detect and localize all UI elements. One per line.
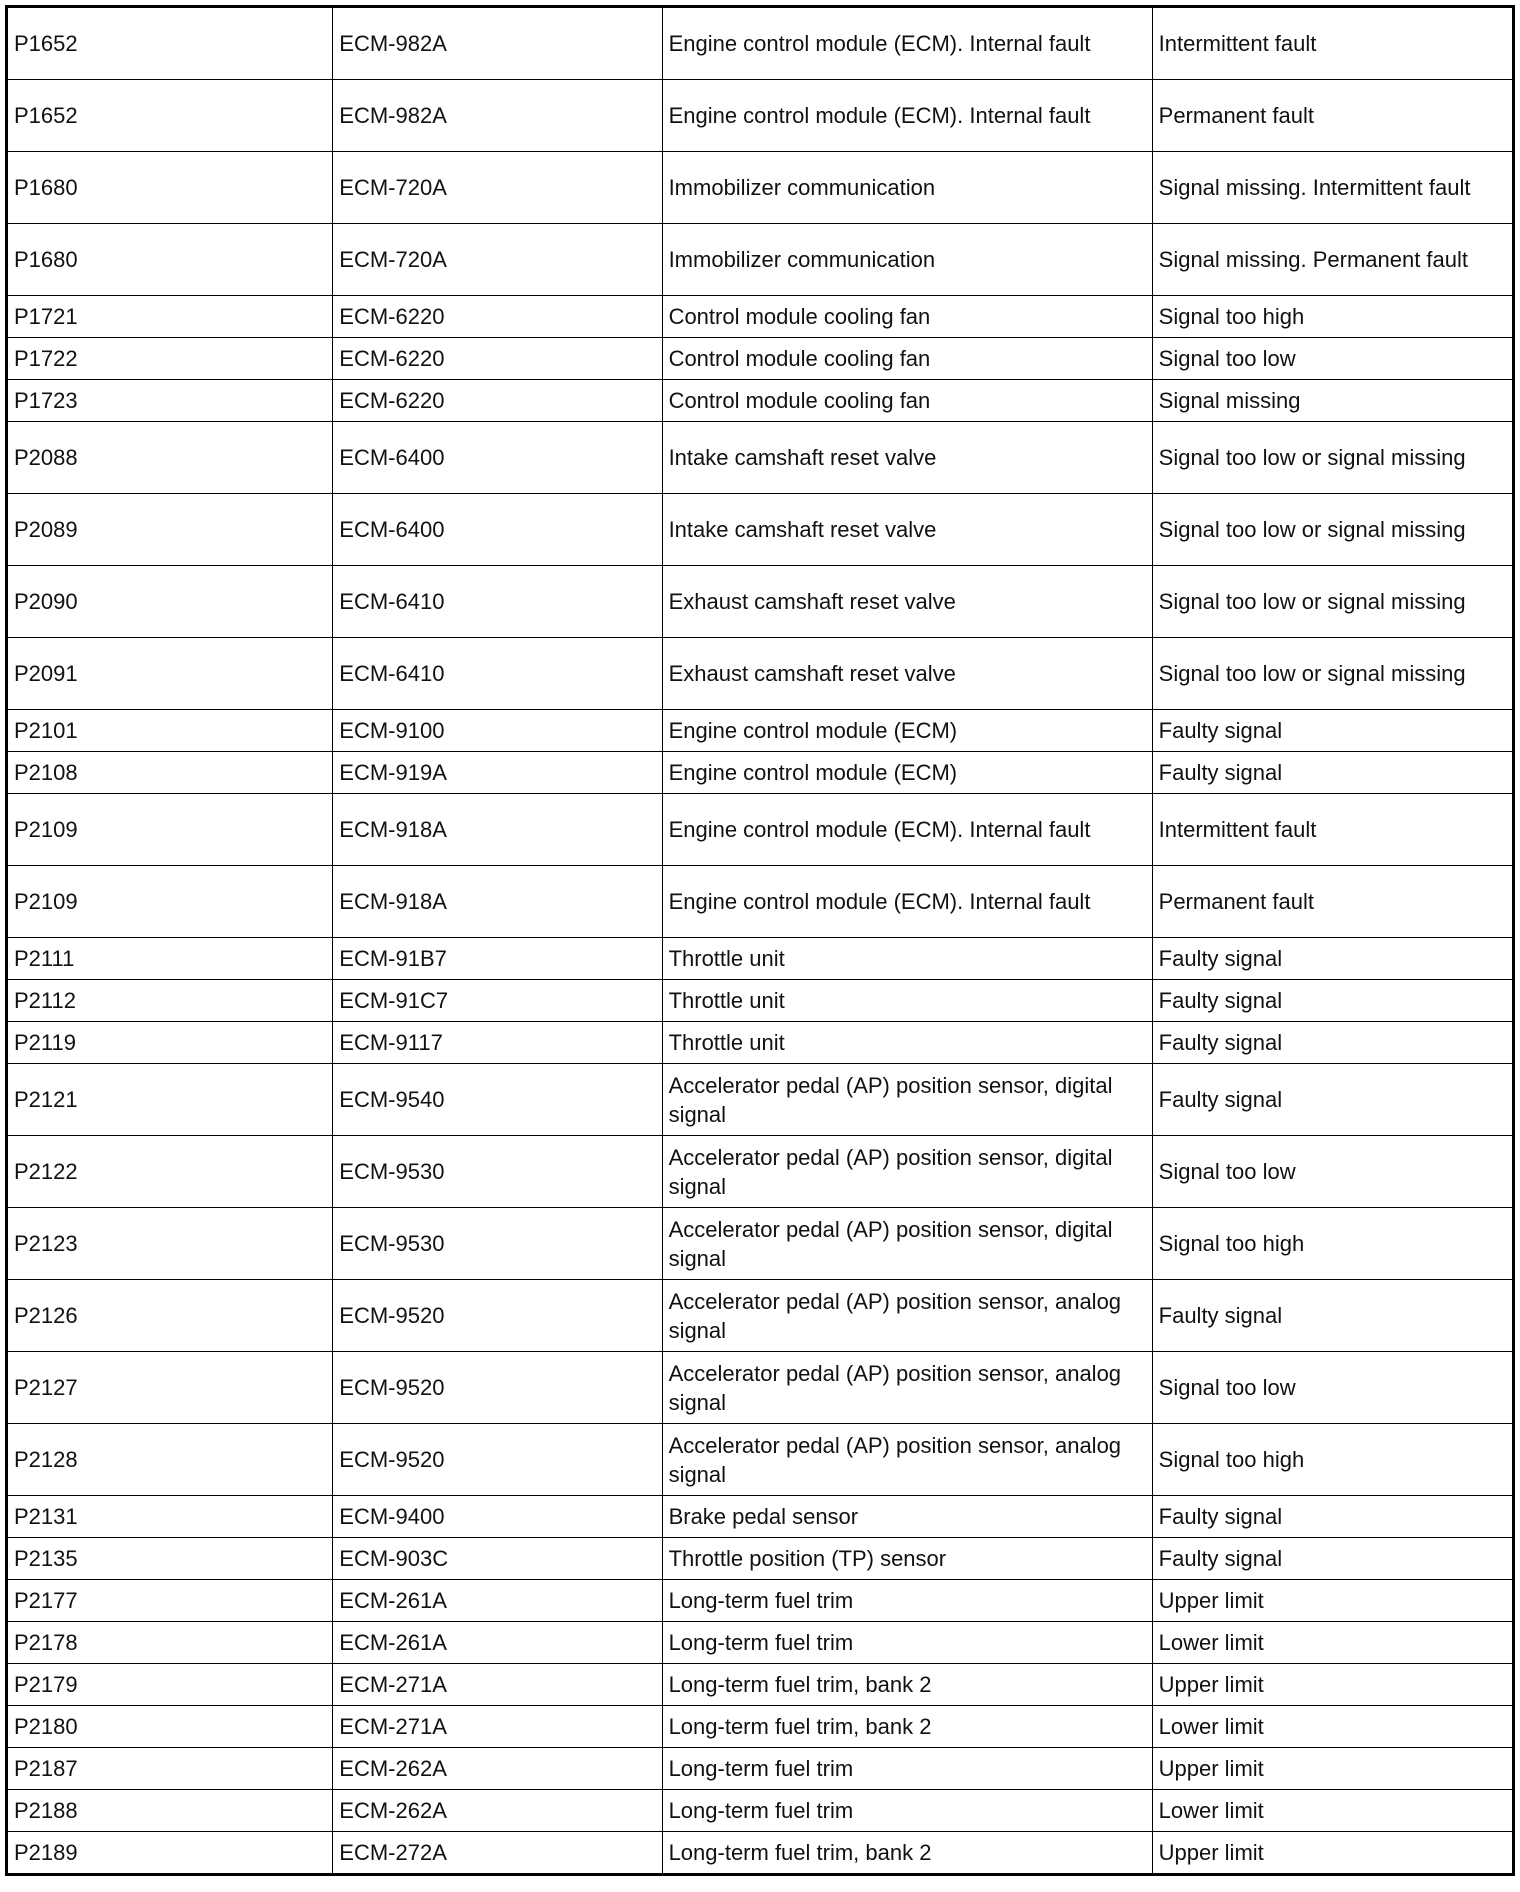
component-cell: Accelerator pedal (AP) position sensor, analog signal <box>662 1280 1152 1352</box>
fault-type-cell: Signal missing. Intermittent fault <box>1152 152 1513 224</box>
table-row <box>7 710 1514 752</box>
dtc-code-cell: P2111 <box>7 938 333 980</box>
fault-type-cell: Faulty signal <box>1152 980 1513 1022</box>
dtc-code-cell: P2112 <box>7 980 333 1022</box>
table-row <box>7 980 1514 1022</box>
dtc-code-cell: P2131 <box>7 1496 333 1538</box>
table-row <box>7 494 1514 566</box>
dtc-code-cell: P1680 <box>7 152 333 224</box>
component-cell: Accelerator pedal (AP) position sensor, analog signal <box>662 1352 1152 1424</box>
ecm-code-cell: ECM-6410 <box>333 638 662 710</box>
fault-type-cell: Signal too low or signal missing <box>1152 422 1513 494</box>
ecm-code-cell: ECM-262A <box>333 1790 662 1832</box>
fault-type-cell: Lower limit <box>1152 1790 1513 1832</box>
ecm-code-cell: ECM-261A <box>333 1580 662 1622</box>
component-cell: Accelerator pedal (AP) position sensor, digital signal <box>662 1064 1152 1136</box>
component-cell: Immobilizer communication <box>662 224 1152 296</box>
table-row <box>7 1580 1514 1622</box>
fault-type-cell: Upper limit <box>1152 1580 1513 1622</box>
ecm-code-cell: ECM-982A <box>333 80 662 152</box>
fault-type-cell: Upper limit <box>1152 1664 1513 1706</box>
component-cell: Engine control module (ECM). Internal fault <box>662 794 1152 866</box>
component-cell: Exhaust camshaft reset valve <box>662 638 1152 710</box>
ecm-code-cell: ECM-903C <box>333 1538 662 1580</box>
dtc-code-cell: P2179 <box>7 1664 333 1706</box>
dtc-code-cell: P1652 <box>7 80 333 152</box>
dtc-code-cell: P2108 <box>7 752 333 794</box>
dtc-code-cell: P1680 <box>7 224 333 296</box>
dtc-code-cell: P1721 <box>7 296 333 338</box>
ecm-code-cell: ECM-720A <box>333 152 662 224</box>
table-row <box>7 1280 1514 1352</box>
dtc-code-cell: P2101 <box>7 710 333 752</box>
fault-type-cell: Signal too high <box>1152 296 1513 338</box>
component-cell: Intake camshaft reset valve <box>662 494 1152 566</box>
fault-type-cell: Permanent fault <box>1152 80 1513 152</box>
table-row <box>7 1748 1514 1790</box>
ecm-code-cell: ECM-9520 <box>333 1424 662 1496</box>
table-row <box>7 638 1514 710</box>
table-row <box>7 1022 1514 1064</box>
ecm-code-cell: ECM-919A <box>333 752 662 794</box>
table-row <box>7 422 1514 494</box>
table-row <box>7 224 1514 296</box>
table-row <box>7 80 1514 152</box>
dtc-code-cell: P2128 <box>7 1424 333 1496</box>
dtc-code-cell: P1652 <box>7 7 333 80</box>
fault-type-cell: Signal too low or signal missing <box>1152 638 1513 710</box>
fault-type-cell: Faulty signal <box>1152 938 1513 980</box>
component-cell: Long-term fuel trim, bank 2 <box>662 1664 1152 1706</box>
fault-type-cell: Upper limit <box>1152 1748 1513 1790</box>
dtc-code-cell: P2180 <box>7 1706 333 1748</box>
table-row <box>7 1706 1514 1748</box>
ecm-code-cell: ECM-9400 <box>333 1496 662 1538</box>
component-cell: Long-term fuel trim, bank 2 <box>662 1706 1152 1748</box>
fault-type-cell: Signal missing. Permanent fault <box>1152 224 1513 296</box>
dtc-code-cell: P2109 <box>7 794 333 866</box>
dtc-code-cell: P2123 <box>7 1208 333 1280</box>
fault-type-cell: Signal too high <box>1152 1424 1513 1496</box>
table-row <box>7 1064 1514 1136</box>
dtc-code-cell: P2088 <box>7 422 333 494</box>
table-row <box>7 1538 1514 1580</box>
dtc-code-cell: P1723 <box>7 380 333 422</box>
component-cell: Engine control module (ECM) <box>662 752 1152 794</box>
component-cell: Control module cooling fan <box>662 338 1152 380</box>
ecm-code-cell: ECM-720A <box>333 224 662 296</box>
fault-type-cell: Signal too low <box>1152 1352 1513 1424</box>
component-cell: Long-term fuel trim <box>662 1790 1152 1832</box>
fault-type-cell: Intermittent fault <box>1152 794 1513 866</box>
table-row <box>7 380 1514 422</box>
dtc-code-cell: P2126 <box>7 1280 333 1352</box>
component-cell: Accelerator pedal (AP) position sensor, analog signal <box>662 1424 1152 1496</box>
table-row <box>7 1424 1514 1496</box>
fault-type-cell: Upper limit <box>1152 1832 1513 1875</box>
fault-type-cell: Signal too high <box>1152 1208 1513 1280</box>
dtc-code-cell: P2178 <box>7 1622 333 1664</box>
component-cell: Throttle unit <box>662 980 1152 1022</box>
fault-type-cell: Lower limit <box>1152 1706 1513 1748</box>
ecm-code-cell: ECM-271A <box>333 1706 662 1748</box>
dtc-code-cell: P2135 <box>7 1538 333 1580</box>
ecm-code-cell: ECM-982A <box>333 7 662 80</box>
component-cell: Accelerator pedal (AP) position sensor, digital signal <box>662 1136 1152 1208</box>
dtc-code-cell: P2090 <box>7 566 333 638</box>
ecm-code-cell: ECM-918A <box>333 866 662 938</box>
component-cell: Engine control module (ECM). Internal fault <box>662 80 1152 152</box>
fault-type-cell: Signal missing <box>1152 380 1513 422</box>
table-row <box>7 1790 1514 1832</box>
ecm-code-cell: ECM-9540 <box>333 1064 662 1136</box>
fault-type-cell: Intermittent fault <box>1152 7 1513 80</box>
dtc-code-cell: P1722 <box>7 338 333 380</box>
table-row <box>7 866 1514 938</box>
ecm-code-cell: ECM-9100 <box>333 710 662 752</box>
ecm-code-cell: ECM-9117 <box>333 1022 662 1064</box>
component-cell: Throttle unit <box>662 938 1152 980</box>
component-cell: Engine control module (ECM). Internal fault <box>662 866 1152 938</box>
fault-type-cell: Faulty signal <box>1152 710 1513 752</box>
table-row <box>7 1208 1514 1280</box>
component-cell: Intake camshaft reset valve <box>662 422 1152 494</box>
dtc-code-cell: P2188 <box>7 1790 333 1832</box>
component-cell: Long-term fuel trim <box>662 1580 1152 1622</box>
ecm-code-cell: ECM-91C7 <box>333 980 662 1022</box>
component-cell: Long-term fuel trim, bank 2 <box>662 1832 1152 1875</box>
table-row <box>7 752 1514 794</box>
ecm-code-cell: ECM-91B7 <box>333 938 662 980</box>
component-cell: Control module cooling fan <box>662 296 1152 338</box>
fault-type-cell: Faulty signal <box>1152 1280 1513 1352</box>
dtc-table <box>5 5 1515 1876</box>
table-row <box>7 338 1514 380</box>
table-row <box>7 566 1514 638</box>
component-cell: Control module cooling fan <box>662 380 1152 422</box>
ecm-code-cell: ECM-6220 <box>333 296 662 338</box>
table-row <box>7 794 1514 866</box>
table-row <box>7 1832 1514 1875</box>
component-cell: Throttle unit <box>662 1022 1152 1064</box>
table-row <box>7 938 1514 980</box>
ecm-code-cell: ECM-6220 <box>333 338 662 380</box>
fault-type-cell: Permanent fault <box>1152 866 1513 938</box>
ecm-code-cell: ECM-918A <box>333 794 662 866</box>
table-row <box>7 1352 1514 1424</box>
fault-type-cell: Signal too low <box>1152 1136 1513 1208</box>
fault-type-cell: Signal too low <box>1152 338 1513 380</box>
dtc-code-cell: P2189 <box>7 1832 333 1875</box>
dtc-code-cell: P2127 <box>7 1352 333 1424</box>
ecm-code-cell: ECM-262A <box>333 1748 662 1790</box>
component-cell: Brake pedal sensor <box>662 1496 1152 1538</box>
fault-type-cell: Faulty signal <box>1152 1064 1513 1136</box>
ecm-code-cell: ECM-9520 <box>333 1280 662 1352</box>
ecm-code-cell: ECM-6400 <box>333 422 662 494</box>
dtc-table-body <box>7 7 1514 1875</box>
component-cell: Engine control module (ECM). Internal fault <box>662 7 1152 80</box>
component-cell: Long-term fuel trim <box>662 1748 1152 1790</box>
component-cell: Immobilizer communication <box>662 152 1152 224</box>
dtc-code-cell: P2119 <box>7 1022 333 1064</box>
ecm-code-cell: ECM-272A <box>333 1832 662 1875</box>
table-row <box>7 7 1514 80</box>
ecm-code-cell: ECM-271A <box>333 1664 662 1706</box>
table-row <box>7 1664 1514 1706</box>
dtc-code-cell: P2122 <box>7 1136 333 1208</box>
ecm-code-cell: ECM-6400 <box>333 494 662 566</box>
table-row <box>7 1136 1514 1208</box>
fault-type-cell: Faulty signal <box>1152 752 1513 794</box>
ecm-code-cell: ECM-9530 <box>333 1208 662 1280</box>
fault-type-cell: Lower limit <box>1152 1622 1513 1664</box>
fault-type-cell: Signal too low or signal missing <box>1152 494 1513 566</box>
fault-type-cell: Faulty signal <box>1152 1022 1513 1064</box>
dtc-code-cell: P2187 <box>7 1748 333 1790</box>
dtc-code-cell: P2089 <box>7 494 333 566</box>
ecm-code-cell: ECM-6220 <box>333 380 662 422</box>
fault-type-cell: Faulty signal <box>1152 1496 1513 1538</box>
dtc-code-cell: P2177 <box>7 1580 333 1622</box>
component-cell: Long-term fuel trim <box>662 1622 1152 1664</box>
fault-type-cell: Signal too low or signal missing <box>1152 566 1513 638</box>
table-row <box>7 152 1514 224</box>
fault-type-cell: Faulty signal <box>1152 1538 1513 1580</box>
table-row <box>7 296 1514 338</box>
ecm-code-cell: ECM-9520 <box>333 1352 662 1424</box>
component-cell: Accelerator pedal (AP) position sensor, digital signal <box>662 1208 1152 1280</box>
ecm-code-cell: ECM-6410 <box>333 566 662 638</box>
component-cell: Engine control module (ECM) <box>662 710 1152 752</box>
dtc-code-cell: P2109 <box>7 866 333 938</box>
dtc-code-cell: P2121 <box>7 1064 333 1136</box>
table-row <box>7 1496 1514 1538</box>
ecm-code-cell: ECM-261A <box>333 1622 662 1664</box>
component-cell: Throttle position (TP) sensor <box>662 1538 1152 1580</box>
ecm-code-cell: ECM-9530 <box>333 1136 662 1208</box>
dtc-code-cell: P2091 <box>7 638 333 710</box>
table-row <box>7 1622 1514 1664</box>
component-cell: Exhaust camshaft reset valve <box>662 566 1152 638</box>
